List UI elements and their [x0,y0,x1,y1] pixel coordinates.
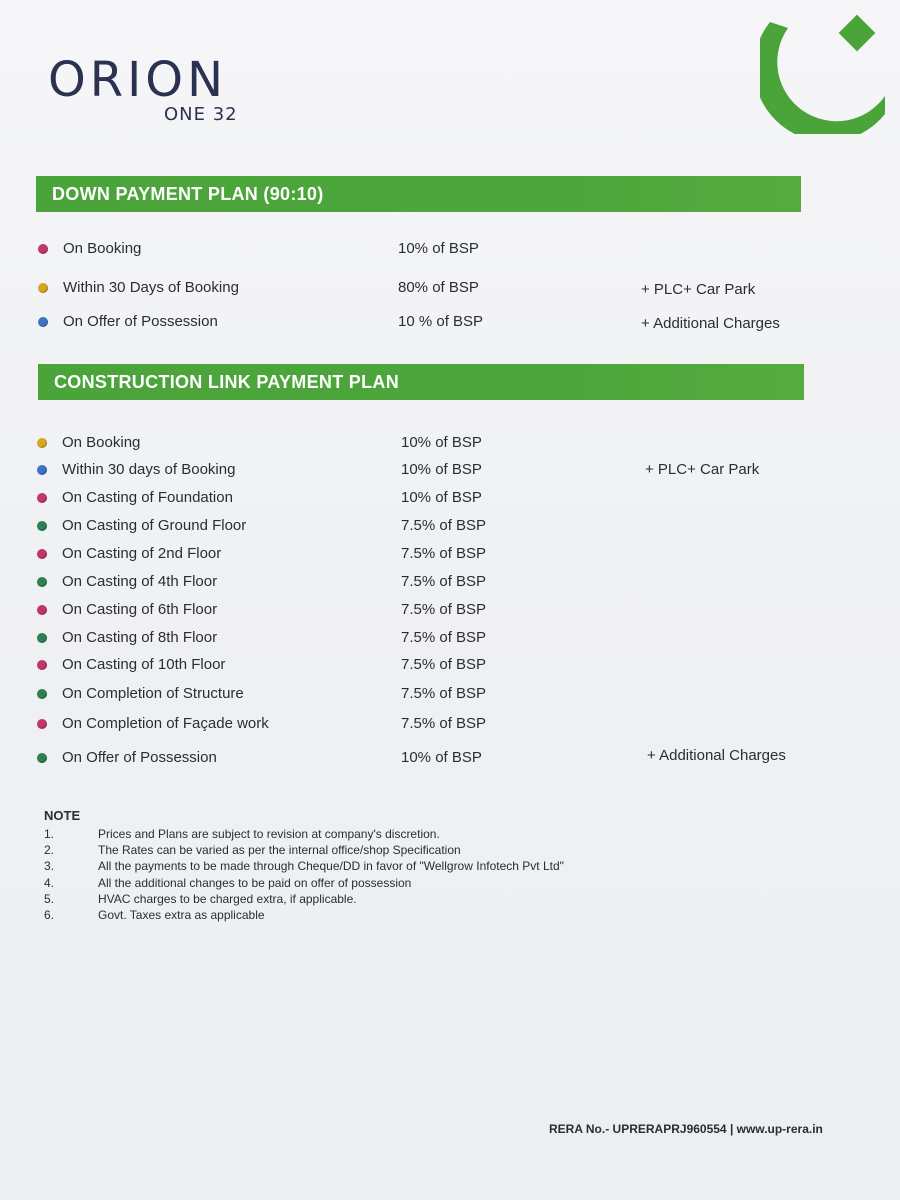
row-value: 7.5% of BSP [401,545,487,562]
row-value: 10% of BSP [401,489,482,506]
construction-link-header: CONSTRUCTION LINK PAYMENT PLAN [38,364,804,400]
row-label: Within 30 days of Booking [62,461,236,478]
note-item [44,827,744,843]
corner-logo-mark-icon [760,14,890,134]
down-payment-row [0,238,900,262]
note-number: 3. [44,859,55,873]
row-extra: + Additional Charges [641,315,780,332]
bullet-icon [37,753,47,763]
row-value: 7.5% of BSP [401,517,487,534]
bullet-icon [38,244,48,254]
row-label: On Booking [62,434,141,451]
bullet-icon [37,521,47,531]
note-item [44,876,744,892]
brand-subtitle: ONE 32 [164,104,238,125]
bullet-icon [37,438,47,448]
note-item [44,859,744,875]
down-payment-row [0,311,900,335]
row-label: On Booking [63,240,142,257]
construction-row [0,599,900,623]
row-label: On Completion of Façade work [62,715,269,732]
row-label: On Casting of 10th Floor [62,656,226,673]
row-label: Within 30 Days of Booking [63,279,239,296]
row-value: 10% of BSP [401,749,482,766]
rera-footer: RERA No.- UPRERAPRJ960554 | www.up-rera.in [549,1122,823,1136]
row-label: On Casting of 8th Floor [62,629,218,646]
bullet-icon [37,577,47,587]
row-value: 10% of BSP [401,434,482,451]
row-value: 7.5% of BSP [401,601,487,618]
note-number: 2. [44,843,55,857]
bullet-icon [37,465,47,475]
bullet-icon [38,283,48,293]
note-heading: NOTE [44,808,81,823]
row-extra: + PLC+ Car Park [641,281,756,298]
construction-row [0,515,900,539]
row-value: 7.5% of BSP [401,685,487,702]
note-text: The Rates can be varied as per the internal office/shop Specification [98,843,461,857]
row-extra: + Additional Charges [647,747,786,764]
row-value: 7.5% of BSP [401,573,487,590]
construction-row [0,459,900,483]
construction-row [0,571,900,595]
bullet-icon [37,605,47,615]
row-label: On Casting of 2nd Floor [62,545,222,562]
bullet-icon [37,689,47,699]
down-payment-header: DOWN PAYMENT PLAN (90:10) [36,176,801,212]
note-text: Prices and Plans are subject to revision at company's discretion. [98,827,440,841]
orion-logo [48,52,258,132]
note-item [44,892,744,908]
row-label: On Completion of Structure [62,685,244,702]
note-item [44,908,744,924]
construction-row [0,543,900,567]
row-value: 7.5% of BSP [401,629,487,646]
construction-row [0,747,900,771]
row-label: On Casting of Foundation [62,489,233,506]
row-value: 80% of BSP [398,279,479,296]
note-number: 5. [44,892,55,906]
row-extra: + PLC+ Car Park [645,461,760,478]
row-value: 7.5% of BSP [401,715,487,732]
note-number: 4. [44,876,55,890]
row-label: On Offer of Possession [62,749,217,766]
row-label: On Casting of Ground Floor [62,517,247,534]
bullet-icon [37,549,47,559]
bullet-icon [37,660,47,670]
row-value: 10% of BSP [398,240,479,257]
brand-name: ORION [48,52,227,108]
note-number: 6. [44,908,55,922]
note-number: 1. [44,827,55,841]
note-text: Govt. Taxes extra as applicable [98,908,265,922]
bullet-icon [37,719,47,729]
construction-row [0,713,900,737]
construction-row [0,654,900,678]
bullet-icon [38,317,48,327]
note-text: HVAC charges to be charged extra, if applicable. [98,892,357,906]
row-value: 10% of BSP [401,461,482,478]
construction-row [0,487,900,511]
bullet-icon [37,493,47,503]
note-text: All the payments to be made through Cheque/DD in favor of "Wellgrow Infotech Pvt Ltd" [98,859,564,873]
row-value: 7.5% of BSP [401,656,487,673]
construction-row [0,683,900,707]
construction-row [0,432,900,456]
note-item [44,843,744,859]
row-label: On Casting of 4th Floor [62,573,218,590]
row-value: 10 % of BSP [398,313,484,330]
row-label: On Offer of Possession [63,313,218,330]
note-text: All the additional changes to be paid on offer of possession [98,876,412,890]
down-payment-row [0,277,900,301]
construction-row [0,627,900,651]
bullet-icon [37,633,47,643]
row-label: On Casting of 6th Floor [62,601,218,618]
